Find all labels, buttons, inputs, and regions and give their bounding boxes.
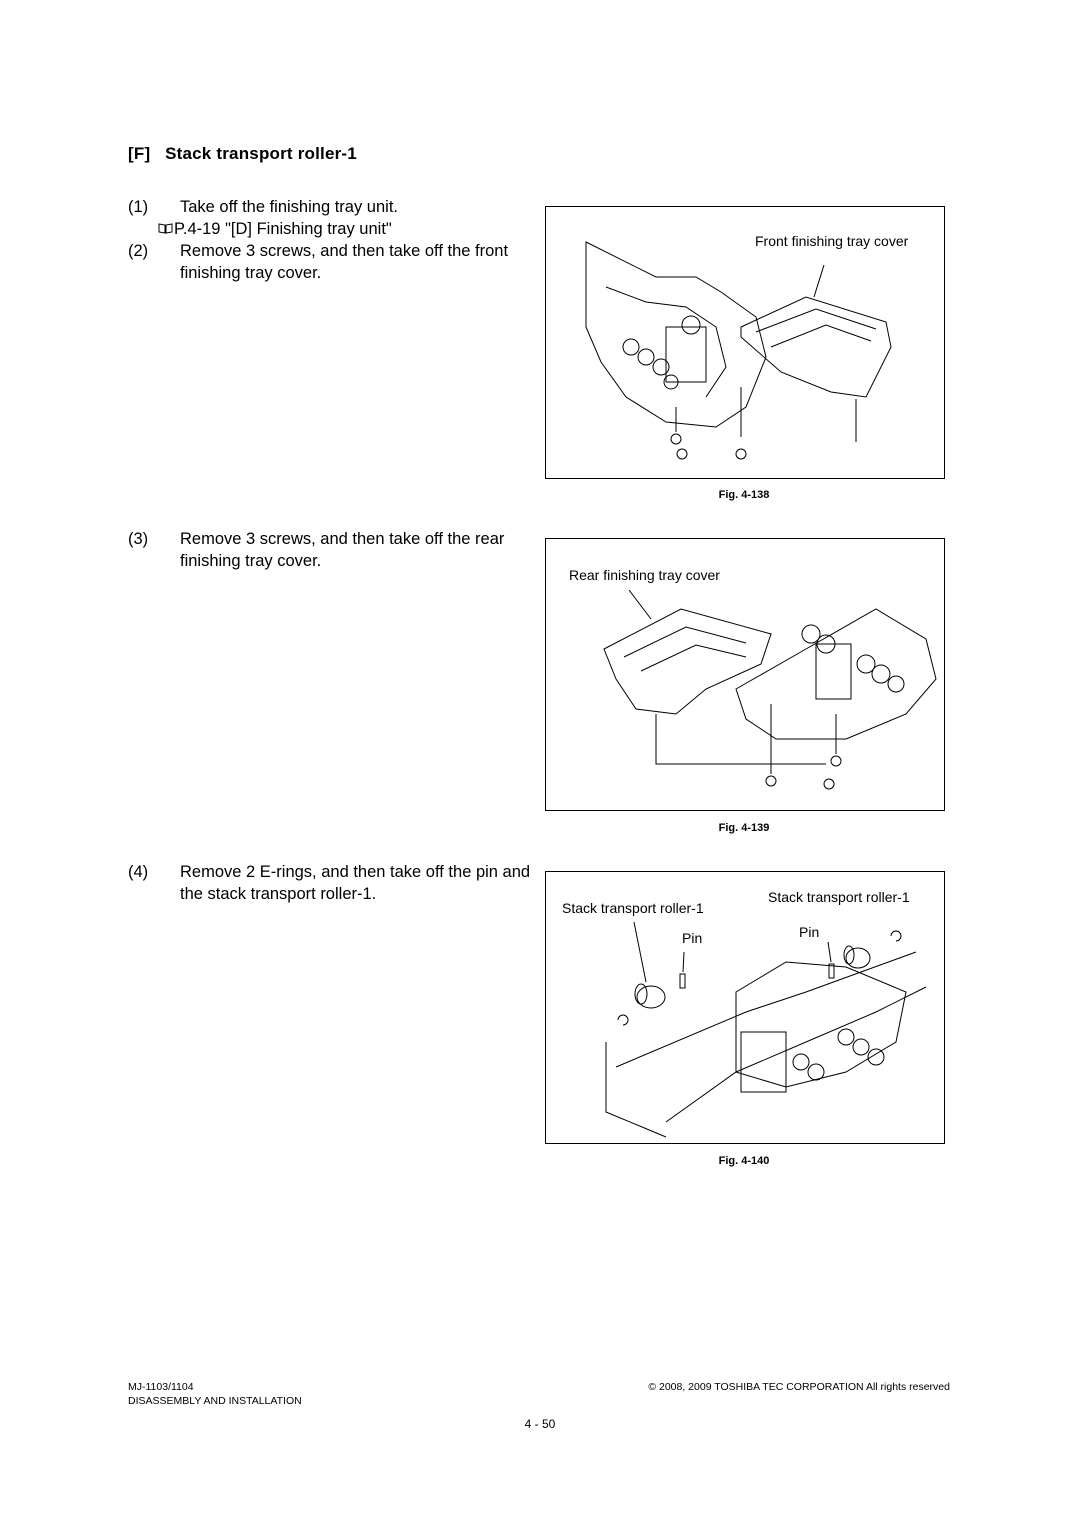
rear-finishing-tray-cover-label: Rear finishing tray cover (569, 567, 720, 583)
front-finishing-tray-cover-label: Front finishing tray cover (755, 233, 909, 249)
footer-chapter: DISASSEMBLY AND INSTALLATION (128, 1395, 302, 1407)
step-2-text: Remove 3 screws, and then take off the front finishing tray cover. (180, 242, 509, 282)
step-1-block (128, 196, 548, 286)
section-title: Stack transport roller-1 (165, 144, 357, 163)
figure-138 (545, 206, 945, 479)
step-3-number: (3) (128, 530, 149, 548)
figure-139 (545, 538, 945, 811)
pin-label-right: Pin (799, 924, 820, 940)
stack-transport-roller-1-label-left: Stack transport roller-1 (562, 900, 704, 916)
section-letter: [F] (128, 144, 151, 163)
figure-139-caption: Fig. 4-139 (718, 822, 770, 834)
section-heading (128, 144, 357, 164)
step-3-block (128, 528, 548, 578)
book-icon (158, 218, 174, 240)
stack-transport-roller-1-label-right: Stack transport roller-1 (768, 889, 910, 905)
footer-model: MJ-1103/1104 (128, 1381, 194, 1393)
page-number: 4 - 50 (524, 1417, 556, 1431)
step-4-text: Remove 2 E-rings, and then take off the pin and the stack transport roller-1. (180, 863, 531, 903)
step-1-number: (1) (128, 198, 149, 216)
step-4-block (128, 861, 548, 911)
step-4-number: (4) (128, 863, 149, 881)
figure-140-caption: Fig. 4-140 (718, 1155, 770, 1167)
reference-link[interactable]: P.4-19 "[D] Finishing tray unit" (174, 220, 392, 238)
step-1-reference (174, 218, 550, 240)
footer-copyright: © 2008, 2009 TOSHIBA TEC CORPORATION All rights reserved (648, 1381, 950, 1393)
pin-label-left: Pin (682, 930, 703, 946)
step-2-number: (2) (128, 242, 149, 260)
figure-138-caption: Fig. 4-138 (718, 489, 770, 501)
step-1-text: Take off the finishing tray unit. (180, 198, 398, 216)
figure-140 (545, 871, 945, 1144)
step-3-text: Remove 3 screws, and then take off the rear finishing tray cover. (180, 530, 505, 570)
